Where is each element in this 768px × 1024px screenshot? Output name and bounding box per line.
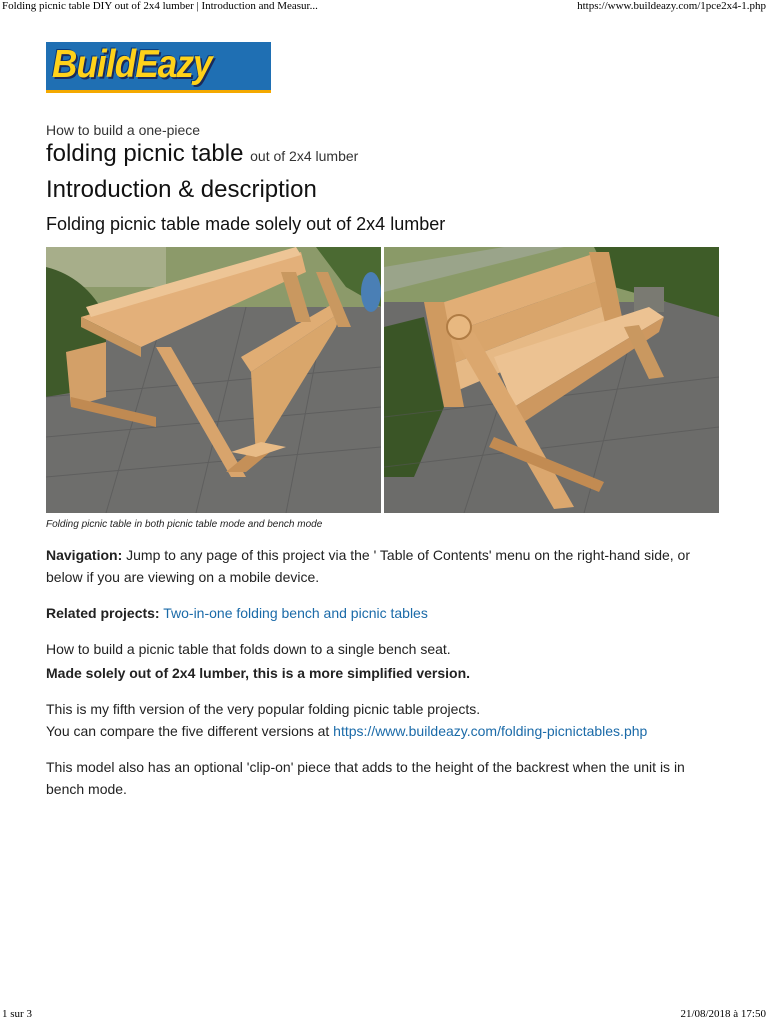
intro-paragraph: How to build a picnic table that folds down to a single bench seat. <box>46 641 451 657</box>
print-page-url: https://www.buildeazy.com/1pce2x4-1.php <box>577 0 766 12</box>
logo-text: BuildEazy <box>52 43 212 86</box>
photo-row <box>46 247 720 513</box>
page-content <box>46 42 726 800</box>
compare-versions-link[interactable]: https://www.buildeazy.com/folding-picnictables.php <box>333 723 648 739</box>
emphasis-paragraph: Made solely out of 2x4 lumber, this is a more simplified version. <box>46 665 471 681</box>
related-projects-label: Related projects: <box>46 605 160 621</box>
title-kicker: How to build a one-piece <box>46 122 201 138</box>
buildeazy-logo[interactable] <box>46 42 271 93</box>
bench-mode-illustration <box>384 247 719 513</box>
compare-prefix: You can compare the five different versions at <box>46 723 330 739</box>
photo-caption: Folding picnic table in both picnic table mode and bench mode <box>46 519 323 530</box>
versions-paragraph <box>46 698 726 742</box>
version-line: This is my fifth version of the very popular folding picnic table projects. <box>46 701 481 717</box>
print-header <box>0 0 768 14</box>
photo-picnic-table-mode <box>46 247 381 513</box>
print-page-number: 1 sur 3 <box>2 1008 32 1020</box>
photo-bench-mode <box>384 247 719 513</box>
picnic-table-illustration <box>46 247 381 513</box>
print-page-title: Folding picnic table DIY out of 2x4 lumber | Introduction and Measur... <box>2 0 318 12</box>
navigation-paragraph <box>46 544 726 588</box>
navigation-text: Jump to any page of this project via the ' Table of Contents' menu on the right-hand side, or below if you are viewing on a mobile device. <box>46 547 690 585</box>
print-footer <box>0 1008 768 1022</box>
page-title-main: folding picnic table <box>46 140 244 167</box>
section-subheading: Folding picnic table made solely out of 2x4 lumber <box>46 214 446 234</box>
related-projects-paragraph <box>46 602 726 624</box>
related-projects-link[interactable]: Two-in-one folding bench and picnic tables <box>163 605 428 621</box>
navigation-label: Navigation: <box>46 547 123 563</box>
print-datetime: 21/08/2018 à 17:50 <box>680 1008 766 1020</box>
clip-on-paragraph: This model also has an optional 'clip-on' piece that adds to the height of the backrest when the unit is in bench mode. <box>46 759 685 797</box>
page-title-suffix: out of 2x4 lumber <box>250 148 359 164</box>
section-heading: Introduction & description <box>46 176 317 203</box>
page-title <box>46 140 726 168</box>
